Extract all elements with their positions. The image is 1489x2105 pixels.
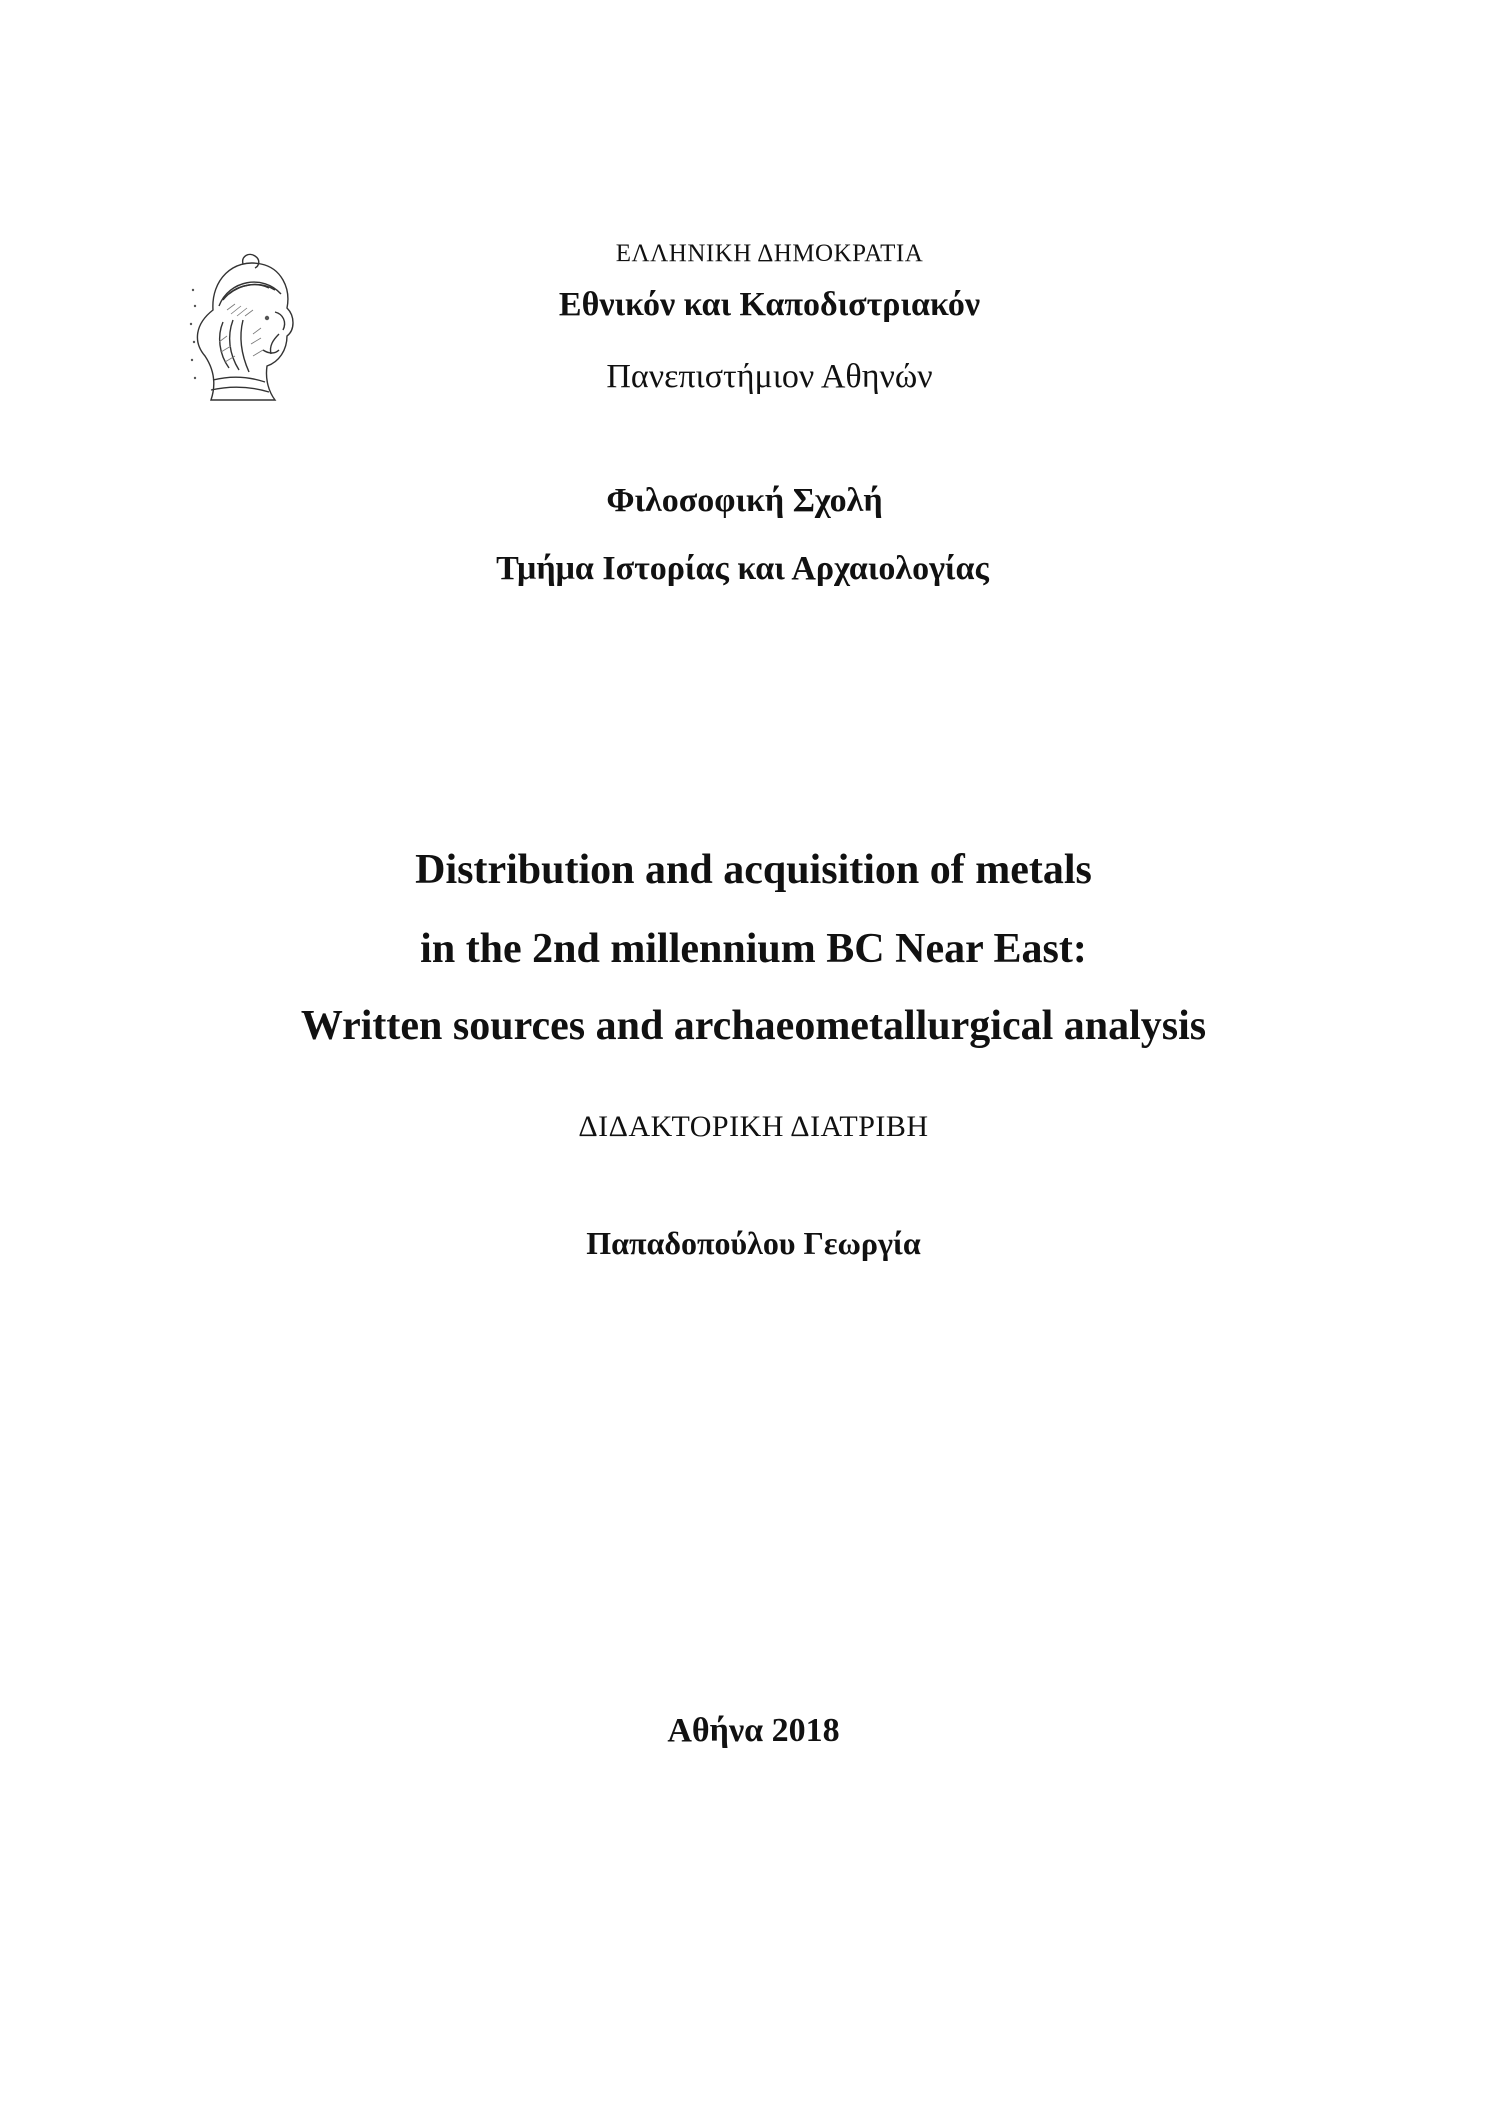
- place-and-year: Αθήνα 2018: [667, 1712, 840, 1749]
- thesis-title-line-1: Distribution and acquisition of metals: [415, 847, 1092, 893]
- author-name: Παπαδοπούλου Γεωργία: [586, 1225, 921, 1261]
- university-name-line-2: Πανεπιστήμιον Αθηνών: [606, 358, 933, 395]
- school-name: Φιλοσοφική Σχολή: [606, 482, 883, 519]
- thesis-title-line-3: Written sources and archaeometallurgical analysis: [300, 1003, 1207, 1049]
- thesis-title-line-2: in the 2nd millennium BC Near East:: [420, 926, 1087, 972]
- country-name: ΕΛΛΗΝΙΚΗ ΔΗΜΟΚΡΑΤΙΑ: [615, 240, 924, 267]
- thesis-type: ΔΙΔΑΚΤΟΡΙΚΗ ΔΙΑΤΡΙΒΗ: [578, 1110, 929, 1143]
- department-name: Τμήμα Ιστορίας και Αρχαιολογίας: [496, 550, 989, 587]
- university-name-line-1: Εθνικόν και Καποδιστριακόν: [558, 286, 981, 323]
